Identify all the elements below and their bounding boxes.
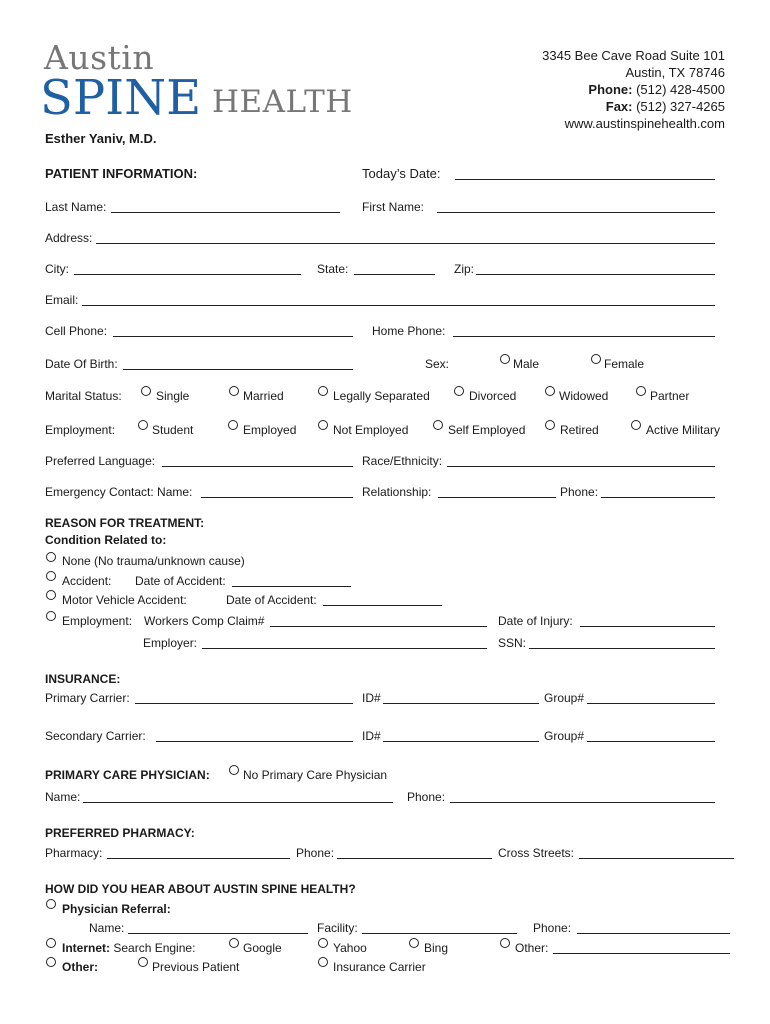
no-pcp-radio[interactable] — [229, 765, 239, 775]
accident-radio[interactable] — [46, 571, 56, 581]
cross-streets-field[interactable] — [579, 858, 734, 859]
insurance-carrier-radio[interactable] — [318, 957, 328, 967]
ssn-field[interactable] — [529, 648, 715, 649]
relationship-field[interactable] — [438, 497, 556, 498]
pharmacy-phone-field[interactable] — [337, 858, 492, 859]
language-field[interactable] — [162, 466, 353, 467]
previous-patient-radio[interactable] — [138, 957, 148, 967]
not-employed-radio[interactable] — [318, 420, 328, 430]
employer-field[interactable] — [202, 648, 487, 649]
bing-label: Bing — [424, 941, 449, 955]
other-label: Other: — [62, 960, 98, 974]
zip-field[interactable] — [476, 274, 715, 275]
student-radio[interactable] — [138, 420, 148, 430]
employed-radio[interactable] — [228, 420, 238, 430]
male-radio[interactable] — [500, 354, 510, 364]
primary-group-field[interactable] — [587, 703, 715, 704]
other-engine-label: Other: — [515, 941, 549, 955]
language-label: Preferred Language: — [45, 454, 156, 468]
hear-heading: HOW DID YOU HEAR ABOUT AUSTIN SPINE HEALTH? — [45, 882, 356, 896]
widowed-label: Widowed — [559, 389, 609, 403]
insurance-carrier-label: Insurance Carrier — [333, 960, 426, 974]
employment-reason-radio[interactable] — [46, 611, 56, 621]
secondary-id-label: ID# — [362, 729, 381, 743]
pharmacy-heading: PREFERRED PHARMACY: — [45, 826, 195, 840]
primary-carrier-label: Primary Carrier: — [45, 691, 130, 705]
logo-austin: Austin — [44, 38, 155, 77]
mva-label: Motor Vehicle Accident: — [62, 593, 187, 607]
city-label: City: — [45, 262, 69, 276]
injury-date-field[interactable] — [580, 626, 715, 627]
first-name-field[interactable] — [437, 212, 715, 213]
partner-label: Partner — [650, 389, 690, 403]
first-name-label: First Name: — [362, 200, 425, 214]
pcp-heading: PRIMARY CARE PHYSICIAN: — [45, 768, 210, 782]
facility-field[interactable] — [362, 933, 517, 934]
fax-value: (512) 327-4265 — [632, 99, 725, 114]
insurance-heading: INSURANCE: — [45, 672, 121, 686]
cross-streets-label: Cross Streets: — [498, 846, 575, 860]
secondary-carrier-label: Secondary Carrier: — [45, 729, 146, 743]
phone-value: (512) 428-4500 — [632, 82, 725, 97]
doctor-name: Esther Yaniv, M.D. — [45, 131, 157, 146]
accident-date-field[interactable] — [232, 586, 351, 587]
workers-comp-field[interactable] — [270, 626, 487, 627]
emergency-name-field[interactable] — [201, 497, 353, 498]
no-pcp-label: No Primary Care Physician — [243, 768, 388, 782]
dob-label: Date Of Birth: — [45, 357, 118, 371]
mva-date-field[interactable] — [323, 605, 442, 606]
married-radio[interactable] — [229, 386, 239, 396]
referral-label: Physician Referral: — [62, 902, 171, 916]
married-label: Married — [243, 389, 284, 403]
address-city: Austin, TX 78746 — [625, 65, 725, 80]
ssn-label: SSN: — [498, 636, 527, 650]
city-field[interactable] — [74, 274, 301, 275]
divorced-radio[interactable] — [454, 386, 464, 396]
secondary-group-field[interactable] — [587, 741, 715, 742]
patient-heading: PATIENT INFORMATION: — [45, 166, 198, 181]
address-fax — [606, 98, 725, 115]
email-field[interactable] — [82, 305, 715, 306]
secondary-carrier-field[interactable] — [156, 741, 353, 742]
widowed-radio[interactable] — [545, 386, 555, 396]
active-military-radio[interactable] — [631, 420, 641, 430]
search-engine-label: Search Engine: — [113, 941, 196, 955]
emergency-phone-field[interactable] — [601, 497, 715, 498]
state-label: State: — [317, 262, 349, 276]
mva-radio[interactable] — [46, 590, 56, 600]
state-field[interactable] — [354, 274, 435, 275]
referral-name-field[interactable] — [128, 933, 308, 934]
self-employed-label: Self Employed — [448, 423, 526, 437]
legally-separated-label: Legally Separated — [333, 389, 430, 403]
legally-separated-radio[interactable] — [318, 386, 328, 396]
cell-phone-label: Cell Phone: — [45, 324, 108, 338]
employment-label: Employment: — [45, 423, 116, 437]
last-name-field[interactable] — [111, 212, 340, 213]
employment-reason-label: Employment: — [62, 614, 133, 628]
todays-date-label: Today’s Date: — [362, 166, 441, 181]
secondary-id-field[interactable] — [383, 741, 539, 742]
none-label: None (No trauma/unknown cause) — [62, 554, 245, 568]
address-label: Address: — [45, 231, 93, 245]
primary-carrier-field[interactable] — [135, 703, 353, 704]
reason-subheading: Condition Related to: — [45, 533, 167, 547]
retired-label: Retired — [560, 423, 599, 437]
home-phone-field[interactable] — [453, 336, 715, 337]
internet-label: Internet: — [62, 941, 110, 955]
active-military-label: Active Military — [646, 423, 721, 437]
single-label: Single — [156, 389, 190, 403]
reason-heading: REASON FOR TREATMENT: — [45, 516, 205, 530]
previous-patient-label: Previous Patient — [152, 960, 240, 974]
todays-date-field[interactable] — [455, 179, 715, 180]
student-label: Student — [152, 423, 194, 437]
female-label: Female — [604, 357, 645, 371]
accident-date-label: Date of Accident: — [135, 574, 226, 588]
phone-label: Phone: — [588, 82, 633, 97]
accident-label: Accident: — [62, 574, 112, 588]
single-radio[interactable] — [141, 386, 151, 396]
logo-health: HEALTH — [212, 84, 353, 120]
secondary-group-label: Group# — [544, 729, 585, 743]
zip-label: Zip: — [454, 262, 475, 276]
sex-label: Sex: — [425, 357, 450, 371]
primary-id-label: ID# — [362, 691, 381, 705]
referral-radio[interactable] — [46, 899, 56, 909]
pharmacy-phone-label: Phone: — [296, 846, 335, 860]
cell-phone-field[interactable] — [113, 336, 353, 337]
pharmacy-label: Pharmacy: — [45, 846, 103, 860]
retired-radio[interactable] — [545, 420, 555, 430]
not-employed-label: Not Employed — [333, 423, 409, 437]
dob-field[interactable] — [123, 369, 353, 370]
google-radio[interactable] — [229, 938, 239, 948]
referral-phone-field[interactable] — [577, 933, 730, 934]
address-web: www.austinspinehealth.com — [564, 116, 725, 131]
primary-id-field[interactable] — [383, 703, 539, 704]
employer-label: Employer: — [143, 636, 198, 650]
emergency-label: Emergency Contact: Name: — [45, 485, 193, 499]
logo-spine: SPINE — [40, 70, 202, 126]
address-street: 3345 Bee Cave Road Suite 101 — [542, 48, 725, 63]
workers-comp-label: Workers Comp Claim# — [144, 614, 265, 628]
employed-label: Employed — [243, 423, 297, 437]
female-radio[interactable] — [591, 354, 601, 364]
bing-radio[interactable] — [409, 938, 419, 948]
self-employed-radio[interactable] — [433, 420, 443, 430]
injury-date-label: Date of Injury: — [498, 614, 573, 628]
email-label: Email: — [45, 293, 79, 307]
mva-date-label: Date of Accident: — [226, 593, 317, 607]
referral-name-label: Name: — [89, 921, 125, 935]
pcp-name-field[interactable] — [83, 802, 393, 803]
home-phone-label: Home Phone: — [372, 324, 446, 338]
other-engine-radio[interactable] — [500, 938, 510, 948]
relationship-label: Relationship: — [362, 485, 432, 499]
pcp-phone-label: Phone: — [407, 790, 446, 804]
internet-row — [62, 941, 195, 955]
male-label: Male — [513, 357, 540, 371]
other-engine-field[interactable] — [553, 953, 730, 954]
yahoo-radio[interactable] — [318, 938, 328, 948]
divorced-label: Divorced — [469, 389, 517, 403]
facility-label: Facility: — [317, 921, 358, 935]
last-name-label: Last Name: — [45, 200, 107, 214]
internet-radio[interactable] — [46, 938, 56, 948]
yahoo-label: Yahoo — [333, 941, 367, 955]
google-label: Google — [243, 941, 282, 955]
pcp-name-label: Name: — [45, 790, 81, 804]
race-label: Race/Ethnicity: — [362, 454, 443, 468]
pcp-phone-field[interactable] — [450, 802, 715, 803]
pharmacy-field[interactable] — [107, 858, 290, 859]
race-field[interactable] — [447, 466, 715, 467]
none-radio[interactable] — [46, 552, 56, 562]
address-field[interactable] — [96, 243, 715, 244]
partner-radio[interactable] — [636, 386, 646, 396]
emergency-phone-label: Phone: — [560, 485, 599, 499]
other-radio[interactable] — [46, 957, 56, 967]
marital-label: Marital Status: — [45, 389, 122, 403]
referral-phone-label: Phone: — [533, 921, 572, 935]
fax-label: Fax: — [605, 99, 633, 114]
address-phone — [588, 81, 725, 98]
primary-group-label: Group# — [544, 691, 585, 705]
